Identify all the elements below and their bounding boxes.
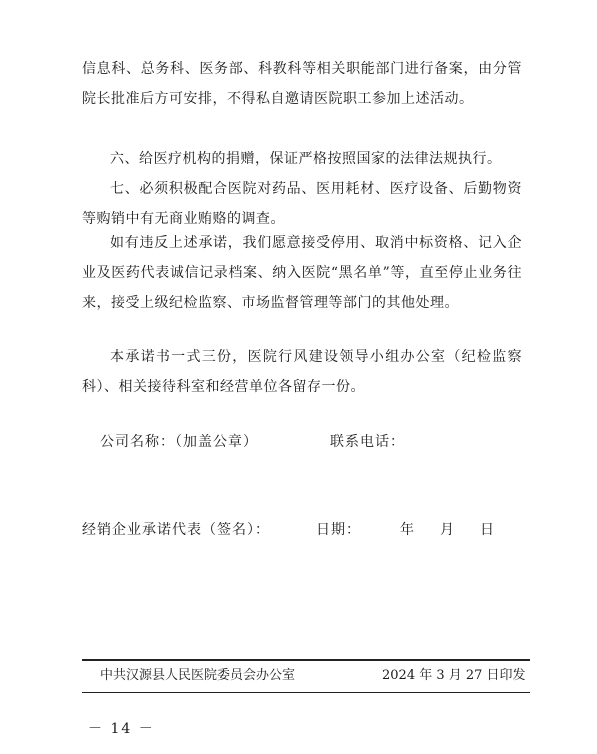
day-label: 日 [480,522,495,538]
date-label: 日期： [316,522,361,538]
month-label: 月 [440,522,455,538]
paragraph-violation: 如有违反上述承诺，我们愿意接受停用、取消中标资格、记入企业及医药代表诚信记录档案、纳入医院“黑名单”等，直至停止业务往来，接受上级纪检监察、市场监督管理等部门的其他处理。 [82,235,522,311]
paragraph-copies: 本承诺书一式三份，医院行风建设领导小组办公室（纪检监察科）、相关接待科室和经营单位各留存一份。 [82,349,522,395]
footer-top-rule [82,659,530,661]
representative-signature-label: 经销企业承诺代表（签名）： [82,522,270,538]
paragraph-donation: 六、给医疗机构的捐赠，保证严格按照国家的法律法规执行。 [110,151,502,167]
company-name-label: 公司名称：（加盖公章） [100,434,258,450]
issue-date: 2024 年 3 月 27 日印发 [382,668,526,683]
page-number: － 14 － [88,721,155,737]
paragraph-approval: 信息科、总务科、医务部、科教科等相关职能部门进行备案，由分管院长批准后方可安排，不得私自邀请医院职工参加上述活动。 [82,61,522,107]
issuer-name: 中共汉源县人民医院委员会办公室 [100,668,296,683]
year-label: 年 [400,522,415,538]
phone-label: 联系电话： [330,434,405,450]
paragraph-investigation: 七、必须积极配合医院对药品、医用耗材、医疗设备、后勤物资等购销中有无商业贿赂的调查。 [82,181,522,227]
footer-bottom-rule [82,692,530,693]
